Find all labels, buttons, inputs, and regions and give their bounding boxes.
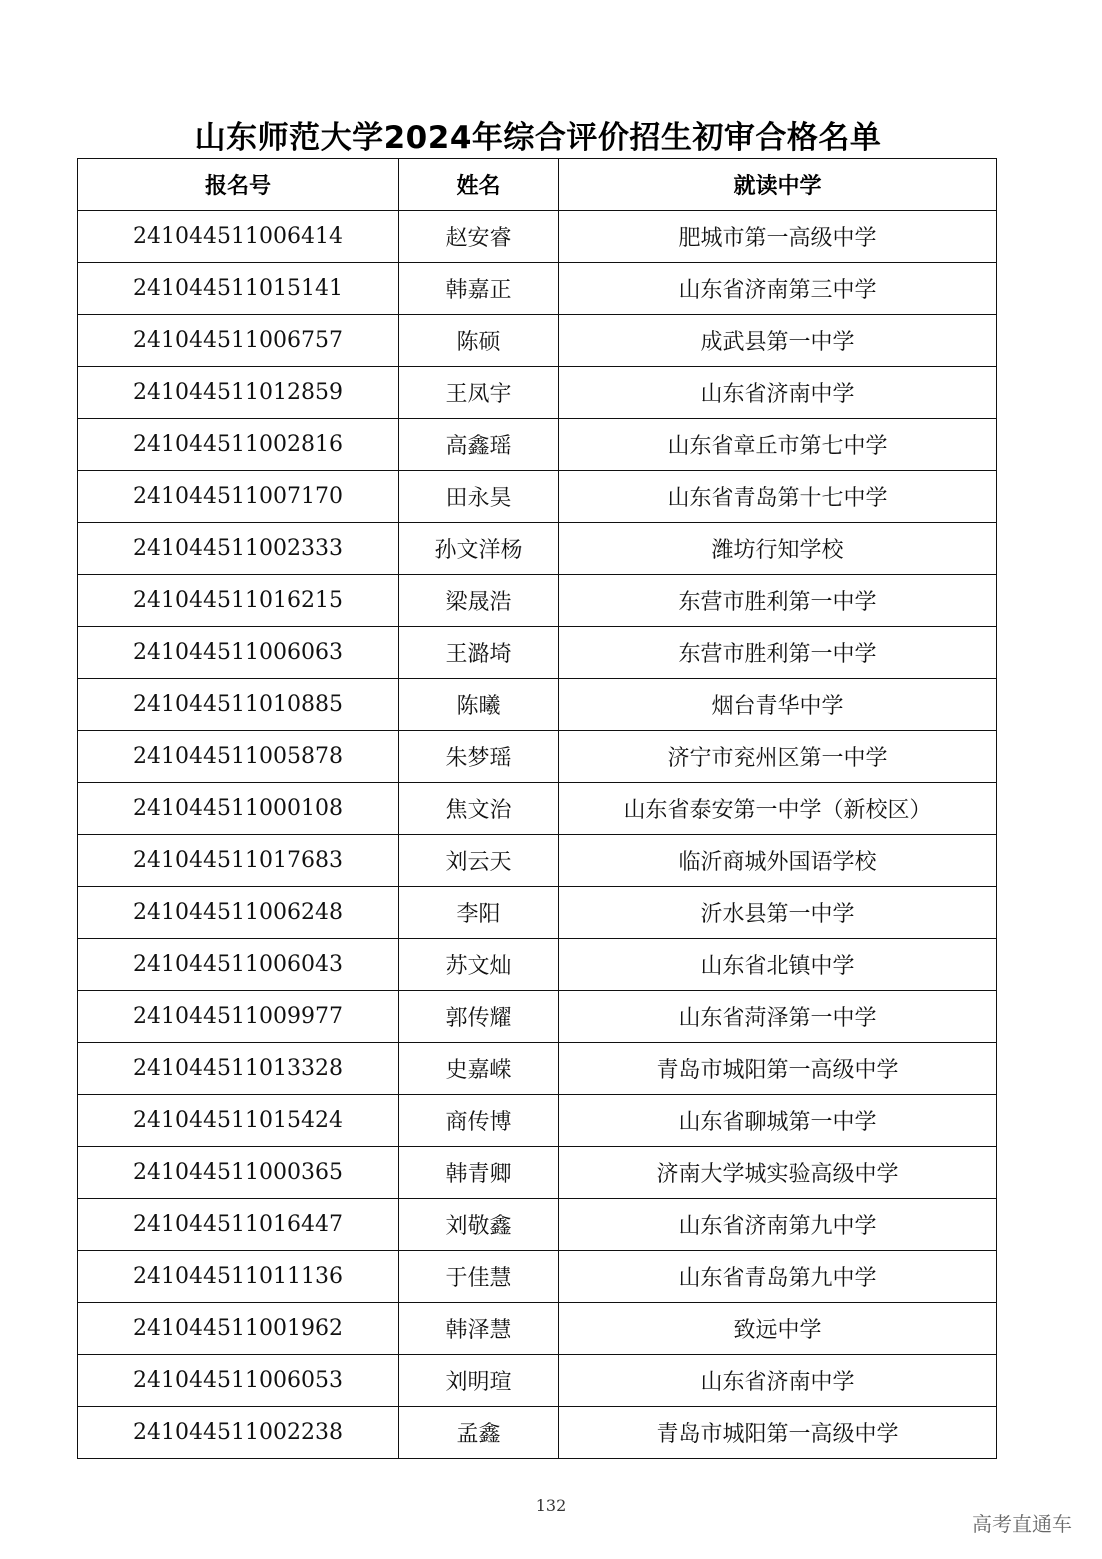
school-cell: 山东省青岛第九中学 xyxy=(559,1251,997,1303)
table-row xyxy=(78,1199,997,1251)
table-row xyxy=(78,471,997,523)
student-name-cell: 史嘉嵘 xyxy=(399,1043,559,1095)
student-name-cell: 高鑫瑶 xyxy=(399,419,559,471)
watermark: 高考直通车 xyxy=(972,1512,1072,1536)
registration-number-cell: 241044511007170 xyxy=(78,471,399,523)
registration-number-cell: 241044511002333 xyxy=(78,523,399,575)
student-name-cell: 刘明瑄 xyxy=(399,1355,559,1407)
student-name-cell: 韩嘉正 xyxy=(399,263,559,315)
registration-number-cell: 241044511006248 xyxy=(78,887,399,939)
table-row xyxy=(78,367,997,419)
student-name-cell: 焦文治 xyxy=(399,783,559,835)
student-name-cell: 梁晟浩 xyxy=(399,575,559,627)
table-row xyxy=(78,263,997,315)
registration-number-cell: 241044511017683 xyxy=(78,835,399,887)
school-cell: 山东省北镇中学 xyxy=(559,939,997,991)
school-cell: 济南大学城实验高级中学 xyxy=(559,1147,997,1199)
school-cell: 肥城市第一高级中学 xyxy=(559,211,997,263)
page-number: 132 xyxy=(535,1496,567,1515)
school-cell: 临沂商城外国语学校 xyxy=(559,835,997,887)
school-cell: 山东省章丘市第七中学 xyxy=(559,419,997,471)
table-row xyxy=(78,783,997,835)
student-name-cell: 孟鑫 xyxy=(399,1407,559,1459)
table-row xyxy=(78,887,997,939)
school-cell: 山东省青岛第十七中学 xyxy=(559,471,997,523)
document-title: 山东师范大学2024年综合评价招生初审合格名单 xyxy=(194,120,882,156)
header-row xyxy=(78,159,997,211)
school-cell: 山东省济南中学 xyxy=(559,1355,997,1407)
student-name-cell: 刘敬鑫 xyxy=(399,1199,559,1251)
school-cell: 沂水县第一中学 xyxy=(559,887,997,939)
table-row xyxy=(78,1407,997,1459)
table-row xyxy=(78,1303,997,1355)
school-cell: 山东省济南第九中学 xyxy=(559,1199,997,1251)
student-name-cell: 韩青卿 xyxy=(399,1147,559,1199)
student-name-cell: 王凤宇 xyxy=(399,367,559,419)
table-row xyxy=(78,1355,997,1407)
school-cell: 山东省泰安第一中学（新校区） xyxy=(559,783,997,835)
school-cell: 成武县第一中学 xyxy=(559,315,997,367)
registration-number-cell: 241044511016447 xyxy=(78,1199,399,1251)
table-row xyxy=(78,575,997,627)
registration-number-cell: 241044511009977 xyxy=(78,991,399,1043)
registration-number-cell: 241044511000108 xyxy=(78,783,399,835)
student-name-cell: 商传博 xyxy=(399,1095,559,1147)
school-cell: 山东省济南第三中学 xyxy=(559,263,997,315)
registration-number-cell: 241044511015141 xyxy=(78,263,399,315)
registration-number-cell: 241044511006414 xyxy=(78,211,399,263)
student-name-cell: 田永昊 xyxy=(399,471,559,523)
student-name-cell: 苏文灿 xyxy=(399,939,559,991)
table-row xyxy=(78,211,997,263)
student-name-cell: 陈硕 xyxy=(399,315,559,367)
table-row xyxy=(78,991,997,1043)
table-row xyxy=(78,523,997,575)
registration-number-cell: 241044511001962 xyxy=(78,1303,399,1355)
table-body xyxy=(78,211,997,1459)
registration-number-cell: 241044511006757 xyxy=(78,315,399,367)
school-cell: 东营市胜利第一中学 xyxy=(559,627,997,679)
table-row xyxy=(78,679,997,731)
school-cell: 致远中学 xyxy=(559,1303,997,1355)
header-school: 就读中学 xyxy=(559,159,997,211)
registration-number-cell: 241044511006053 xyxy=(78,1355,399,1407)
school-cell: 青岛市城阳第一高级中学 xyxy=(559,1407,997,1459)
registration-number-cell: 241044511013328 xyxy=(78,1043,399,1095)
student-name-cell: 陈曦 xyxy=(399,679,559,731)
table-row xyxy=(78,939,997,991)
registration-number-cell: 241044511006063 xyxy=(78,627,399,679)
student-name-cell: 刘云天 xyxy=(399,835,559,887)
registration-number-cell: 241044511002238 xyxy=(78,1407,399,1459)
school-cell: 山东省菏泽第一中学 xyxy=(559,991,997,1043)
registration-number-cell: 241044511015424 xyxy=(78,1095,399,1147)
registration-number-cell: 241044511010885 xyxy=(78,679,399,731)
student-name-cell: 李阳 xyxy=(399,887,559,939)
school-cell: 东营市胜利第一中学 xyxy=(559,575,997,627)
table-row xyxy=(78,419,997,471)
table-row xyxy=(78,835,997,887)
table-header xyxy=(78,159,997,211)
table-row xyxy=(78,1147,997,1199)
admission-list-table xyxy=(77,158,997,1459)
school-cell: 济宁市兖州区第一中学 xyxy=(559,731,997,783)
header-name: 姓名 xyxy=(399,159,559,211)
student-name-cell: 郭传耀 xyxy=(399,991,559,1043)
registration-number-cell: 241044511006043 xyxy=(78,939,399,991)
student-name-cell: 于佳慧 xyxy=(399,1251,559,1303)
registration-number-cell: 241044511000365 xyxy=(78,1147,399,1199)
registration-number-cell: 241044511005878 xyxy=(78,731,399,783)
registration-number-cell: 241044511002816 xyxy=(78,419,399,471)
header-registration-number: 报名号 xyxy=(78,159,399,211)
registration-number-cell: 241044511011136 xyxy=(78,1251,399,1303)
table-row xyxy=(78,1043,997,1095)
student-name-cell: 赵安睿 xyxy=(399,211,559,263)
student-name-cell: 朱梦瑶 xyxy=(399,731,559,783)
table-row xyxy=(78,627,997,679)
table-row xyxy=(78,1251,997,1303)
student-name-cell: 王潞埼 xyxy=(399,627,559,679)
table-row xyxy=(78,1095,997,1147)
student-name-cell: 孙文洋杨 xyxy=(399,523,559,575)
school-cell: 山东省济南中学 xyxy=(559,367,997,419)
school-cell: 潍坊行知学校 xyxy=(559,523,997,575)
school-cell: 青岛市城阳第一高级中学 xyxy=(559,1043,997,1095)
table-row xyxy=(78,315,997,367)
school-cell: 烟台青华中学 xyxy=(559,679,997,731)
school-cell: 山东省聊城第一中学 xyxy=(559,1095,997,1147)
registration-number-cell: 241044511016215 xyxy=(78,575,399,627)
student-name-cell: 韩泽慧 xyxy=(399,1303,559,1355)
registration-number-cell: 241044511012859 xyxy=(78,367,399,419)
table-row xyxy=(78,731,997,783)
